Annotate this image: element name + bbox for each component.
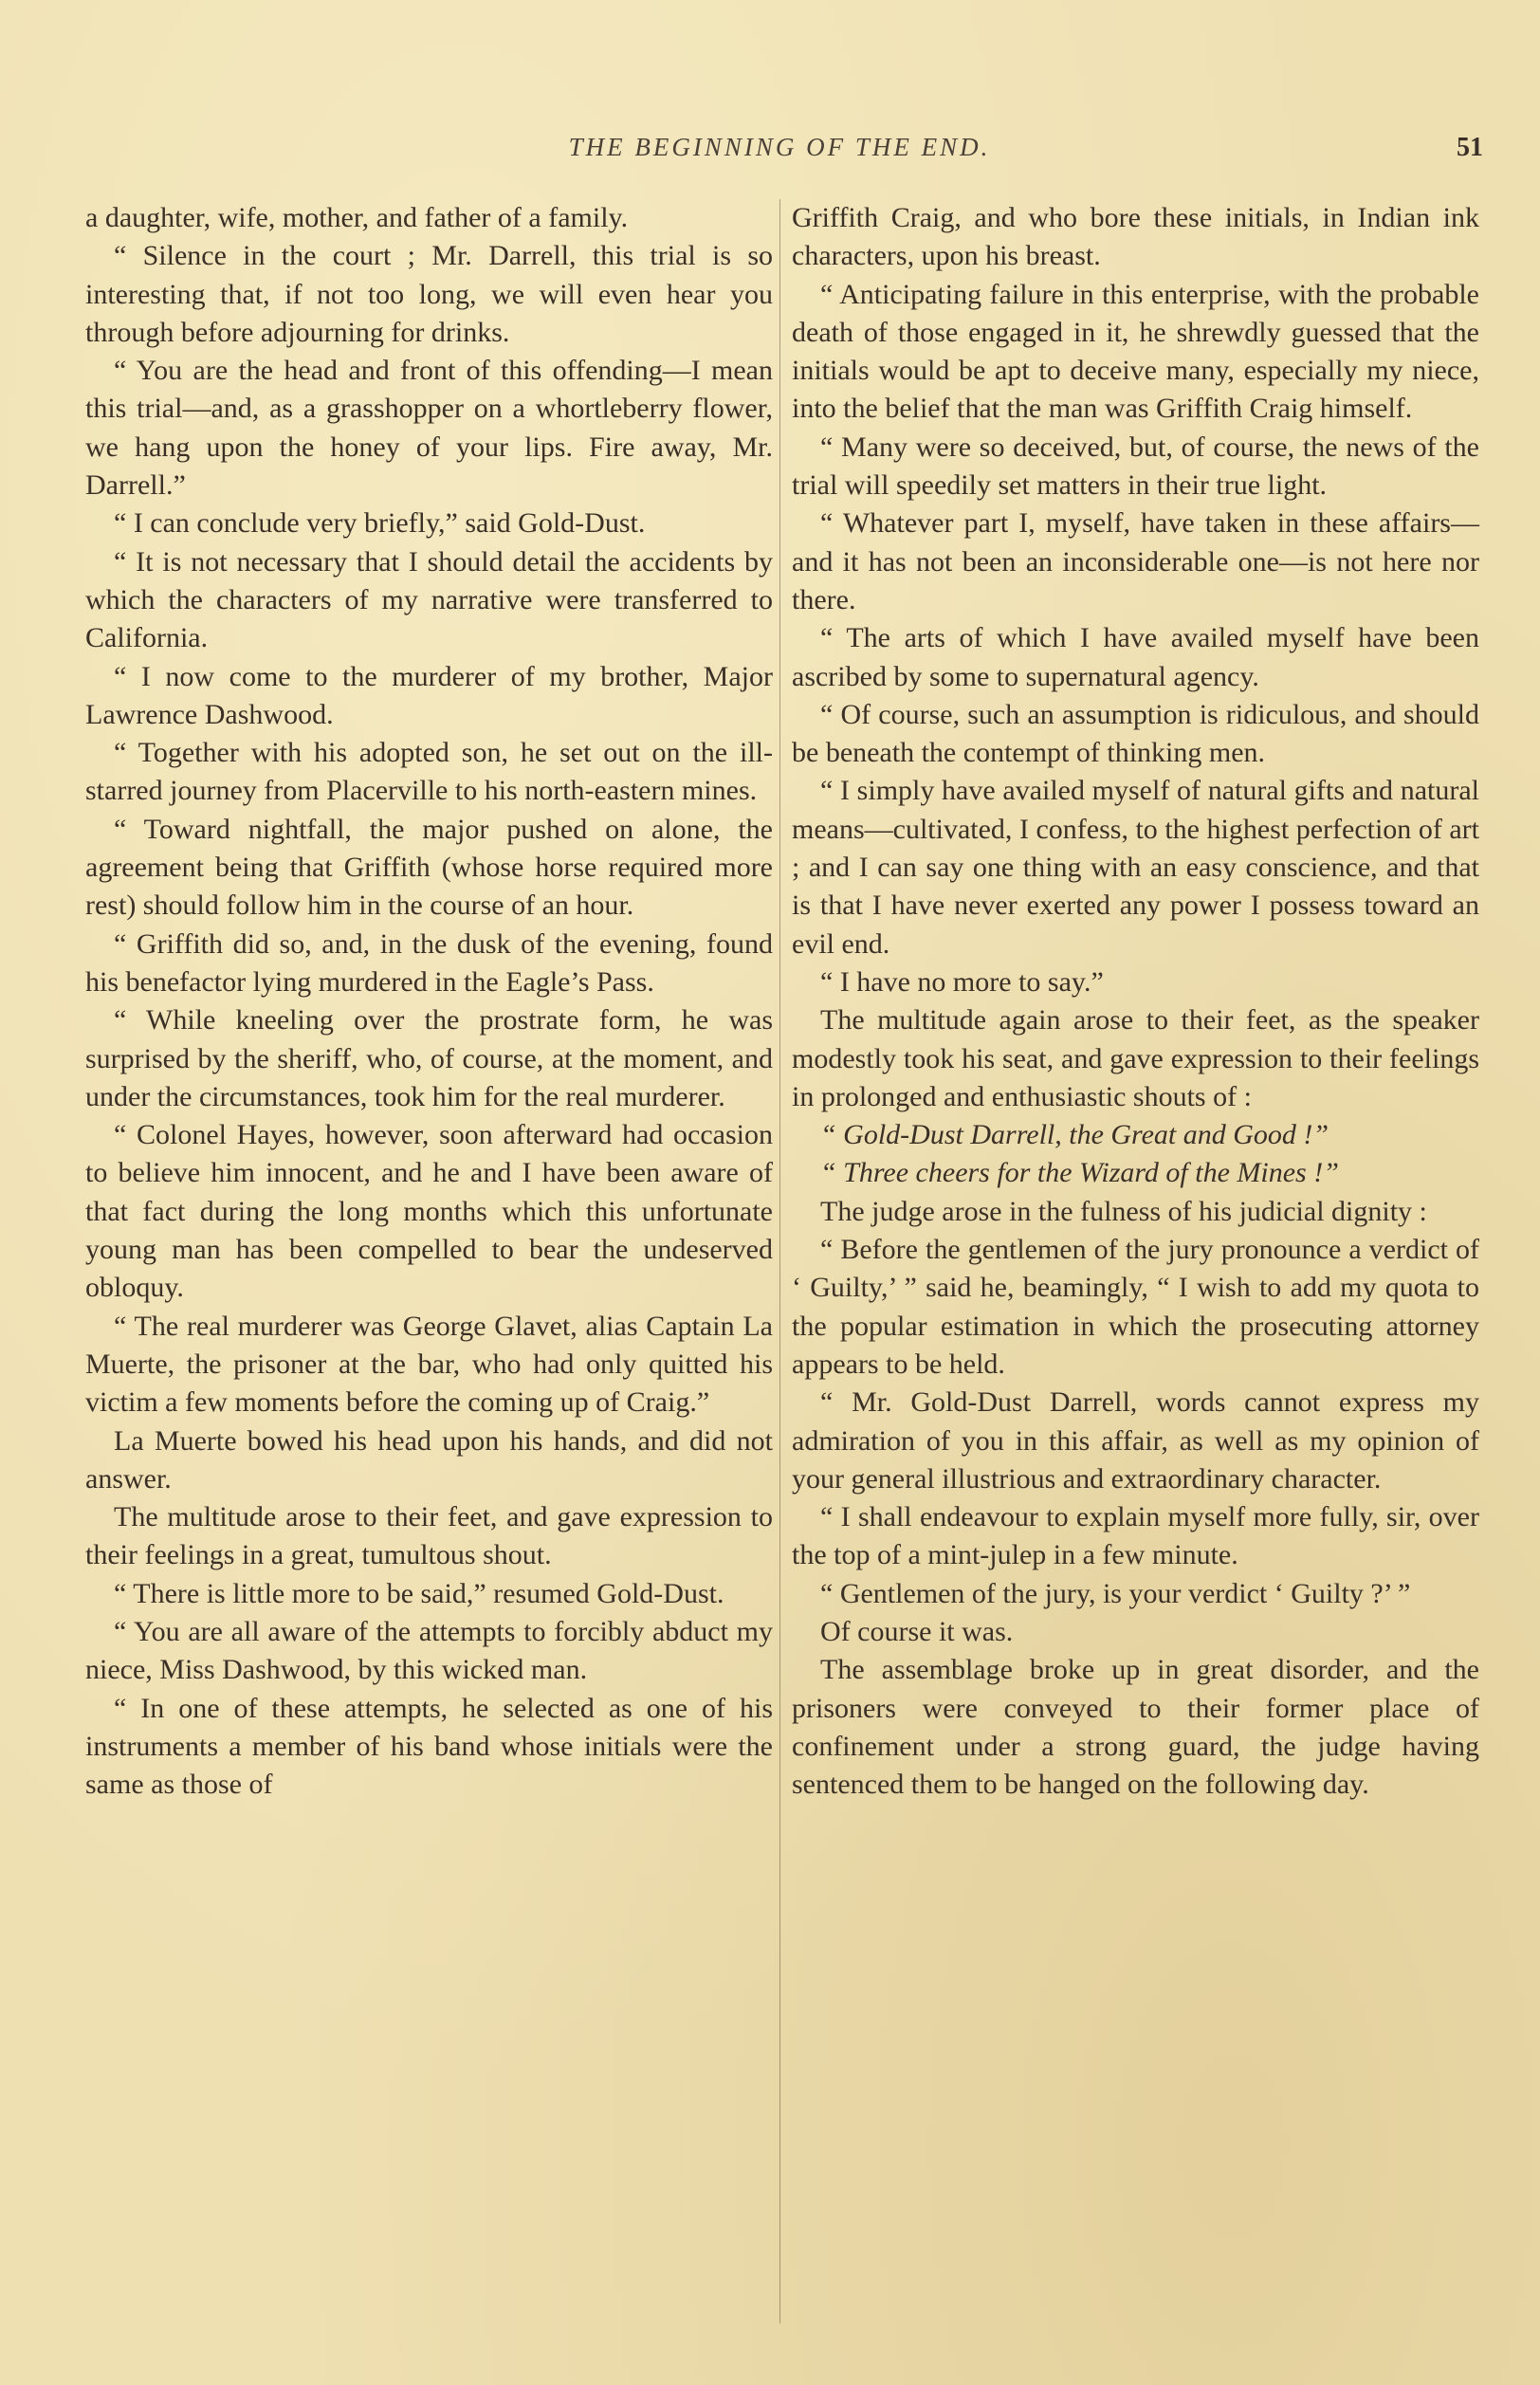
paragraph: “ While kneeling over the prostrate form, he was surprised by the sheriff, who, of course, at the moment, and under the circumstances, took him for the real murderer.: [85, 1004, 773, 1112]
paragraph: “ Whatever part I, myself, have taken in these affairs—and it has not been an inconsiderable one—is not here nor there.: [792, 507, 1479, 615]
paragraph: “ The arts of which I have availed myself have been ascribed by some to supernatural agency.: [792, 622, 1479, 692]
text-columns: [85, 199, 1479, 2371]
paragraph: “ I can conclude very briefly,” said Gold-Dust.: [114, 507, 646, 540]
paragraph: “ Before the gentlemen of the jury pronounce a verdict of ‘ Guilty,’ ” said he, beamingly, “ I wish to add my quota to the popular estimation in which the prosecuting attorney appears to be held.: [792, 1234, 1479, 1380]
paragraph: “ I shall endeavour to explain myself more fully, sir, over the top of a mint-julep in a few minute.: [792, 1501, 1479, 1571]
running-title: THE BEGINNING OF THE END.: [568, 133, 991, 161]
paragraph: “ Many were so deceived, but, of course, the news of the trial will speedily set matters in their true light.: [792, 431, 1479, 502]
paragraph: “ Gentlemen of the jury, is your verdict ‘ Guilty ?’ ”: [820, 1577, 1411, 1609]
paragraph: “ Of course, such an assumption is ridiculous, and should be beneath the contempt of thinking men.: [792, 698, 1479, 769]
paragraph: “ I have no more to say.”: [820, 965, 1104, 998]
paragraph: La Muerte bowed his head upon his hands, and did not answer.: [85, 1424, 773, 1495]
paragraph: “ Toward nightfall, the major pushed on alone, the agreement being that Griffith (whose horse required more rest) should follow him in the course of an hour.: [85, 813, 773, 922]
paragraph: The assemblage broke up in great disorder, and the prisoners were conveyed to their former place of confinement under a strong guard, the judge having sentenced them to be hanged on the following day.: [792, 1654, 1479, 1801]
page-number: 51: [1457, 133, 1483, 162]
paragraph: “ Silence in the court ; Mr. Darrell, this trial is so interesting that, if not too long, we will even hear you through before adjourning for drinks.: [85, 240, 773, 348]
paragraph: “ It is not necessary that I should detail the accidents by which the characters of my narrative were transferred to California.: [85, 545, 773, 654]
paragraph: “ I now come to the murderer of my brother, Major Lawrence Dashwood.: [85, 660, 773, 730]
left-column: [85, 199, 773, 1804]
right-column: [792, 199, 1479, 1804]
paragraph: a daughter, wife, mother, and father of a family.: [85, 202, 629, 233]
paragraph: “ Griffith did so, and, in the dusk of the evening, found his benefactor lying murdered in the Eagle’s Pass.: [85, 927, 773, 998]
paragraph: “ You are all aware of the attempts to forcibly abduct my niece, Miss Dashwood, by this wicked man.: [85, 1615, 773, 1686]
paragraph-italic: “ Three cheers for the Wizard of the Mines !”: [820, 1157, 1339, 1189]
paragraph: “ Colonel Hayes, however, soon afterward had occasion to believe him innocent, and he and I have been aware of that fact during the long months which this unfortunate young man has been compelled to bear the undeserved obloquy.: [85, 1119, 773, 1304]
paragraph: The multitude arose to their feet, and gave expression to their feelings in a great, tumultous shout.: [85, 1501, 773, 1571]
paragraph: The judge arose in the fulness of his judicial dignity :: [820, 1195, 1427, 1227]
paragraph: “ Mr. Gold-Dust Darrell, words cannot express my admiration of you in this affair, as well as my opinion of your general illustrious and extraordinary character.: [792, 1386, 1479, 1495]
paragraph: The multitude again arose to their feet, as the speaker modestly took his seat, and gave expression to their feelings in prolonged and enthusiastic shouts of :: [792, 1004, 1479, 1112]
paragraph: “ The real murderer was George Glavet, alias Captain La Muerte, the prisoner at the bar, who had only quitted his victim a few moments before the coming up of Craig.”: [85, 1310, 773, 1419]
paragraph: “ In one of these attempts, he selected as one of his instruments a member of his band whose initials were the same as those of: [85, 1692, 773, 1801]
paragraph-italic: “ Gold-Dust Darrell, the Great and Good !”: [820, 1119, 1329, 1151]
column-divider: [779, 199, 780, 2323]
running-header: [76, 133, 1483, 171]
paragraph: Of course it was.: [820, 1615, 1014, 1647]
paragraph: “ I simply have availed myself of natural gifts and natural means—cultivated, I confess, to the highest perfection of art ; and I can say one thing with an easy conscience, and that is that I have never exerted any power I possess toward an evil end.: [792, 775, 1479, 960]
paragraph: Griffith Craig, and who bore these initials, in Indian ink characters, upon his breast.: [792, 202, 1479, 272]
paragraph: “ Anticipating failure in this enterprise, with the probable death of those engaged in it, he shrewdly guessed that the initials would be apt to deceive many, especially my niece, into the belief that the man was Griffith Craig himself.: [792, 278, 1479, 425]
paragraph: “ You are the head and front of this offending—I mean this trial—and, as a grasshopper on a whortleberry flower, we hang upon the honey of your lips. Fire away, Mr. Darrell.”: [85, 355, 773, 502]
paragraph: “ Together with his adopted son, he set out on the ill-starred journey from Placerville to his north-eastern mines.: [85, 737, 773, 807]
paragraph: “ There is little more to be said,” resumed Gold-Dust.: [114, 1577, 724, 1609]
